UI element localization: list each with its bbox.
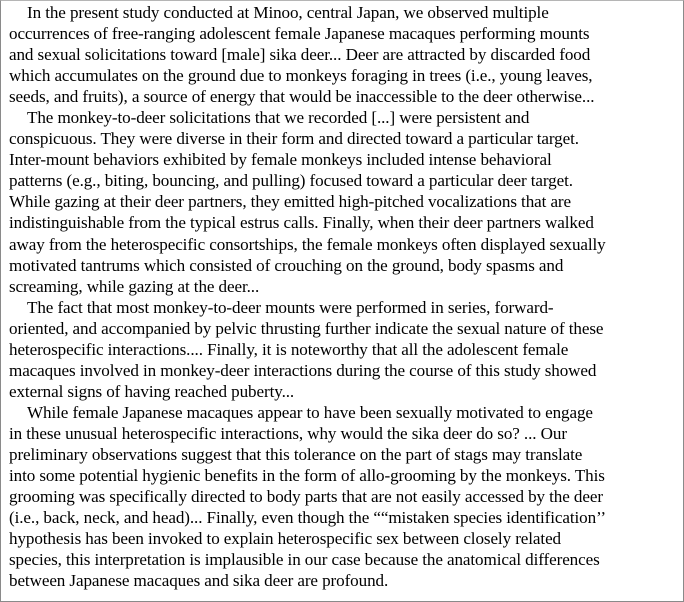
paragraph-3: The fact that most monkey-to-deer mounts were performed in series, forward- oriented, and accompanied by pelvic thrusting further indicate the sexual nature of these heterospecific interactions.... Finally, it is noteworthy that all the adolescent female macaques involved in monkey-deer interactions during the course of this study showed external signs of having reached puberty... [9, 297, 604, 401]
quoted-text-block [9, 2, 683, 591]
paragraph-4: While female Japanese macaques appear to have been sexually motivated to engage in these unusual heterospecific interactions, why would the sika deer do so? ... Our preliminary observations suggest that this tolerance on the part of stags may translate into some potential hygienic benefits in the form of allo-grooming by the monkeys. This grooming was specifically directed to body parts that are not easily accessed by the deer (i.e., back, neck, and head)... Finally, even though the ““mistaken species identification’’ hypothesis has been invoked to explain heterospecific sex between closely related species, this interpretation is implausible in our case because the anatomical differences between Japanese macaques and sika deer are profound. [9, 402, 606, 591]
paragraph-2: The monkey-to-deer solicitations that we recorded [...] were persistent and conspicuous. They were diverse in their form and directed toward a particular target. Inter-mount behaviors exhibited by female monkeys included intense behavioral patterns (e.g., biting, bouncing, and pulling) focused toward a particular deer target. While gazing at their deer partners, they emitted high-pitched vocalizations that are indistinguishable from the typical estrus calls. Finally, when their deer partners walked away from the heterospecific consortships, the female monkeys often displayed sexually motivated tantrums which consisted of crouching on the ground, body spasms and screaming, while gazing at the deer... [9, 108, 606, 296]
paragraph-1: In the present study conducted at Minoo, central Japan, we observed multiple occurrences of free-ranging adolescent female Japanese macaques performing mounts and sexual solicitations toward [male] sika deer... Deer are attracted by discarded food which accumulates on the ground due to monkeys foraging in trees (i.e., young leaves, seeds, and fruits), a source of energy that would be inaccessible to the deer otherwise... [9, 3, 595, 107]
